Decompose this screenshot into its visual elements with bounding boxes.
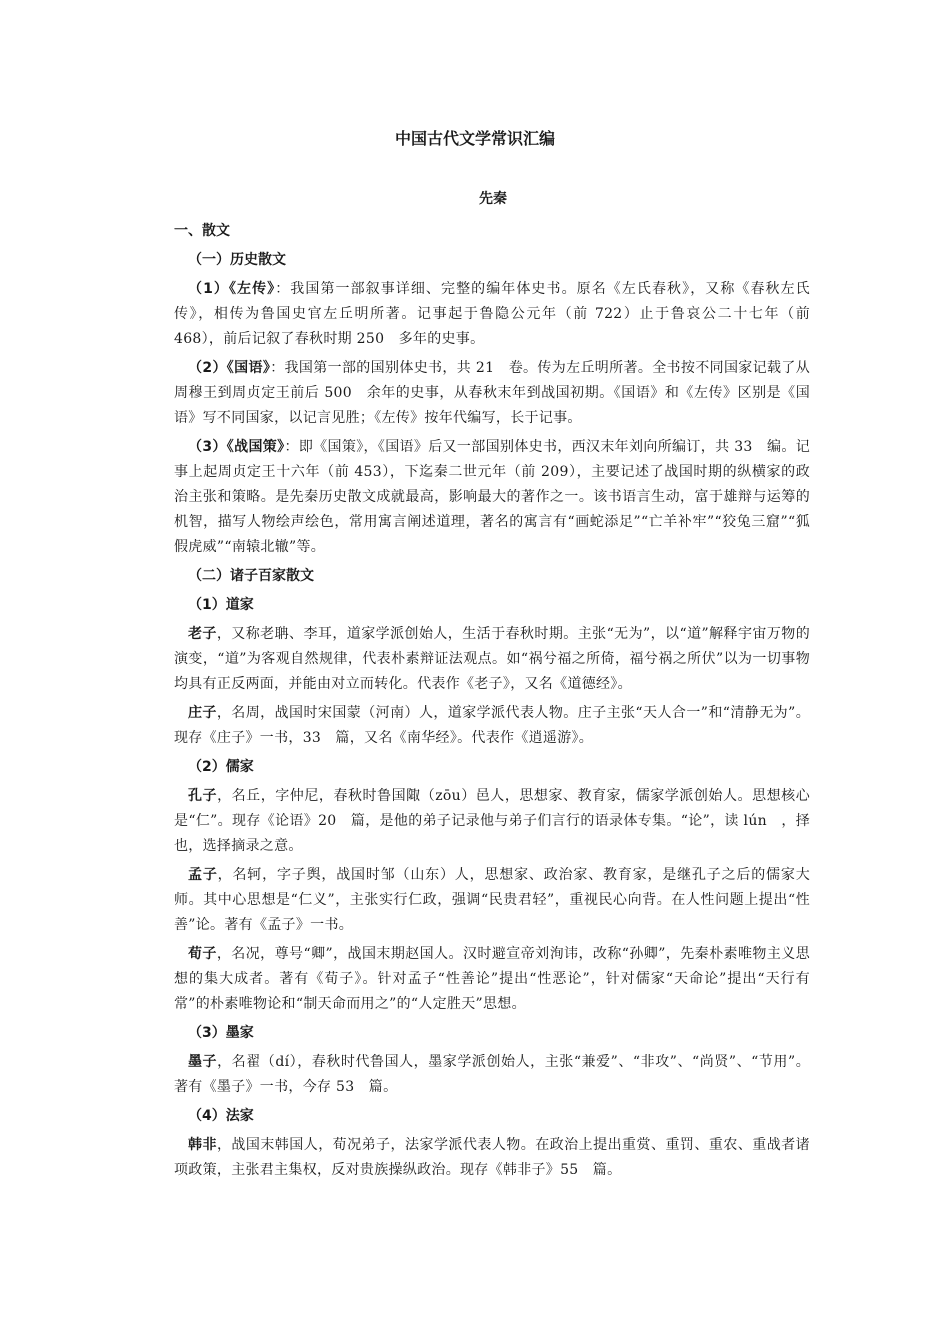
paragraph-guoyu: [174, 356, 810, 431]
paragraph-kongzi: [174, 784, 810, 859]
school-heading-confucianism: （2）儒家: [188, 759, 254, 775]
paragraph-xunzi: [174, 942, 810, 1017]
document-title: 中国古代文学常识汇编: [394, 129, 555, 148]
paragraph-text: ：我国第一部的国别体史书，共 21 卷。传为左丘明所著。全书按不同国家记载了从周穆王到周贞定王前后 500 余年的史事，从春秋末年到战国初期。《国语》和《左传》区别是《国语》写不同国家，以记言见胜；《左传》按年代编写，长于记事。: [174, 360, 811, 426]
paragraph-lead: （1）《左传》: [188, 281, 276, 297]
paragraph-mengzi: [174, 863, 810, 938]
paragraph-lead: 老子: [188, 626, 217, 642]
paragraph-zuozhuan: [174, 277, 810, 352]
school-heading-mohism: （3）墨家: [188, 1025, 254, 1041]
paragraph-lead: （2）《国语》: [188, 360, 271, 376]
school-heading-daoism: （1）道家: [188, 597, 254, 613]
paragraph-lead: （3）《战国策》: [188, 439, 285, 455]
paragraph-laozi: [174, 622, 810, 697]
section-heading-prose: 一、散文: [174, 223, 230, 239]
paragraph-lead: 墨子: [188, 1054, 218, 1070]
document-body: [174, 217, 810, 1187]
paragraph-text: ，名丘，字仲尼，春秋时鲁国陬（zōu）邑人，思想家、教育家，儒家学派创始人。思想核心是“仁”。现存《论语》20 篇，是他的弟子记录他与弟子们言行的语录体专集。“论”，读 lún ，择也，选择摘录之意。: [174, 788, 810, 854]
paragraph-text: ：即《国策》，《国语》后又一部国别体史书，西汉末年刘向所编订，共 33 编。记事上起周贞定王十六年（前 453），下迄秦二世元年（前 209），主要记述了战国时期的纵横家的政治主张和策略。是先秦历史散文成就最高，影响最大的著作之一。该书语言生动，富于雄辩与运筹的机智，描写人物绘声绘色，常用寓言阐述道理，著名的寓言有“画蛇添足”“亡羊补牢”“狡兔三窟”“狐假虎威”“南辕北辙”等。: [174, 439, 810, 555]
subsection-heading-history: （一）历史散文: [188, 252, 286, 268]
paragraph-zhanguoce: [174, 435, 810, 560]
paragraph-text: ，名周，战国时宋国蒙（河南）人，道家学派代表人物。庄子主张“天人合一”和“清静无为”。现存《庄子》一书，33 篇，又名《南华经》。代表作《逍遥游》。: [174, 705, 810, 746]
paragraph-lead: 孟子: [188, 867, 218, 883]
paragraph-text: ，战国末韩国人，荀况弟子，法家学派代表人物。在政治上提出重赏、重罚、重农、重战者诸项政策，主张君主集权，反对贵族操纵政治。现存《韩非子》55 篇。: [174, 1137, 810, 1178]
paragraph-text: ，名况，尊号“卿”，战国末期赵国人。汉时避宣帝刘洵讳，改称“孙卿”，先秦朴素唯物主义思想的集大成者。著有《荀子》。针对孟子“性善论”提出“性恶论”，针对儒家“天命论”提出“天行有常”的朴素唯物论和“制天命而用之”的“人定胜天”思想。: [174, 946, 810, 1012]
paragraph-hanfei: [174, 1133, 810, 1183]
paragraph-mozi: [174, 1050, 810, 1100]
paragraph-text: ：我国第一部叙事详细、完整的编年体史书。原名《左氏春秋》，又称《春秋左氏传》，相传为鲁国史官左丘明所著。记事起于鲁隐公元年（前 722）止于鲁哀公二十七年（前 468），前后记叙了春秋时期 250 多年的史事。: [174, 281, 810, 347]
paragraph-zhuangzi: [174, 701, 810, 751]
paragraph-lead: 荀子: [188, 946, 217, 962]
subsection-heading-schools: （二）诸子百家散文: [188, 568, 314, 584]
paragraph-lead: 韩非: [188, 1137, 217, 1153]
school-heading-legalism: （4）法家: [188, 1108, 254, 1124]
paragraph-text: ，名翟（dí），春秋时代鲁国人，墨家学派创始人，主张“兼爱”、“非攻”、“尚贤”、“节用”。著有《墨子》一书，今存 53 篇。: [174, 1054, 810, 1095]
paragraph-lead: 庄子: [188, 705, 217, 721]
paragraph-text: ，又称老聃、李耳，道家学派创始人，生活于春秋时期。主张“无为”，以“道”解释宇宙万物的演变，“道”为客观自然规律，代表朴素辩证法观点。如“祸兮福之所倚，福兮祸之所伏”以为一切事物均具有正反两面，并能由对立而转化。代表作《老子》，又名《道德经》。: [174, 626, 810, 692]
paragraph-text: ，名轲，字子舆，战国时邹（山东）人，思想家、政治家、教育家，是继孔子之后的儒家大师。其中心思想是“仁义”，主张实行仁政，强调“民贵君轻”，重视民心向背。在人性问题上提出“性善”论。著有《孟子》一书。: [174, 867, 811, 933]
paragraph-lead: 孔子: [188, 788, 218, 804]
period-heading: 先秦: [479, 191, 507, 207]
